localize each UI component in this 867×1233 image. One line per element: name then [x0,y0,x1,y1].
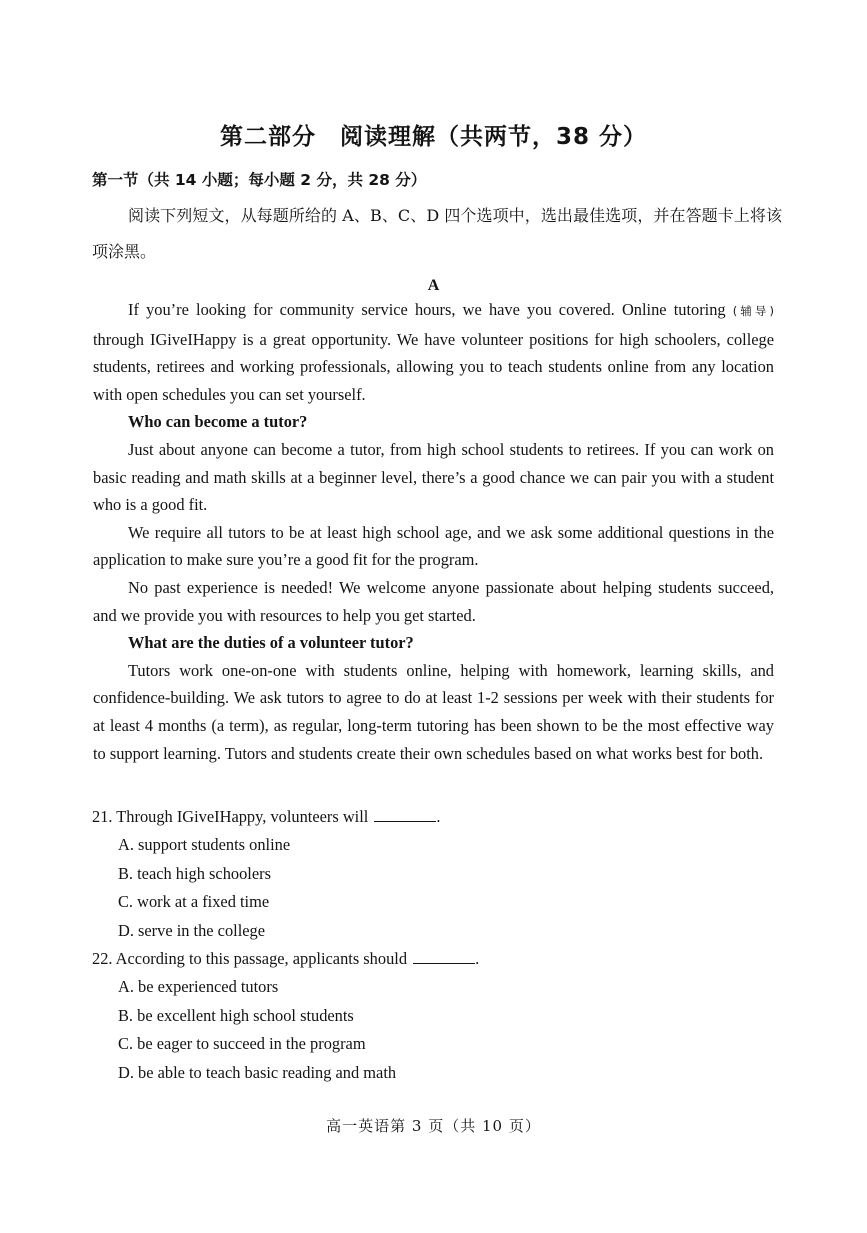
subheading-tutor-duties: What are the duties of a volunteer tutor? [128,633,414,653]
question-stem: 22. According to this passage, applicants should . [92,949,480,969]
option-c: C. work at a fixed time [118,892,270,912]
paragraph-1-text: If you’re looking for community service hours, we have you covered. Online tutoring [128,300,733,319]
question-22-stem: 22. According to this passage, applicants should [92,949,408,969]
question-21-stem: 21. Through IGiveIHappy, volunteers will [92,807,369,826]
section-heading: 第一节（共 14 小题；每小题 2 分，共 28 分） [92,171,427,189]
passage-paragraph-2: Just about anyone can become a tutor, from high school students to retirees. If you can work on basic reading and math skills at a beginner level, there’s a good chance we can pair you with a student who is a good fit. [93,439,774,515]
option-d: D. serve in the college [118,920,266,940]
question-stem: 21. Through IGiveIHappy, volunteers will . [92,807,441,826]
option-b: B. be excellent high school students [118,1005,354,1025]
passage-paragraph-3: We require all tutors to be at least high school age, and we ask some additional questions in the application to make sure you’re a good fit for the program. [93,522,774,570]
questions [92,803,782,1087]
page-footer: 高一英语第 3 页（共 10 页） [326,1117,541,1135]
passage [93,296,774,767]
answer-blank [374,807,436,822]
question-21 [92,803,782,945]
tutoring-gloss: (辅导) [732,304,774,318]
passage-paragraph-1 [93,296,774,408]
passage-letter: A [427,277,440,294]
option-a: A. be experienced tutors [118,977,279,997]
option-d: D. be able to teach basic reading and math [118,1062,397,1082]
option-a: A. support students online [118,835,291,855]
paragraph-1-rest: through IGiveIHappy is a great opportunity. We have volunteer positions for high schoolers, college students, retirees and working professionals, allowing you to teach students online from any location with open schedules you can set yourself. [93,329,774,404]
part-title: 第二部分 阅读理解（共两节，38 分） [219,124,647,150]
option-b: B. teach high schoolers [118,863,271,883]
option-c: C. be eager to succeed in the program [118,1034,366,1054]
passage-paragraph-4: No past experience is needed! We welcome anyone passionate about helping students succeed, and we provide you with resources to help you get started. [93,577,774,625]
question-22 [92,945,782,1087]
subheading-who-can-tutor: Who can become a tutor? [128,412,308,432]
passage-paragraph-5: Tutors work one-on-one with students online, helping with homework, learning skills, and confidence-building. We ask tutors to agree to do at least 1-2 sessions per week with their students for at least 4 months (a term), as regular, long-term tutoring has been shown to be the most effective way to support learning. Tutors and students create their own schedules based on what works best for both. [93,660,774,763]
answer-blank [413,949,475,964]
instructions: 阅读下列短文，从每题所给的 A、B、C、D 四个选项中，选出最佳选项，并在答题卡上将该项涂黑。 [92,206,782,261]
